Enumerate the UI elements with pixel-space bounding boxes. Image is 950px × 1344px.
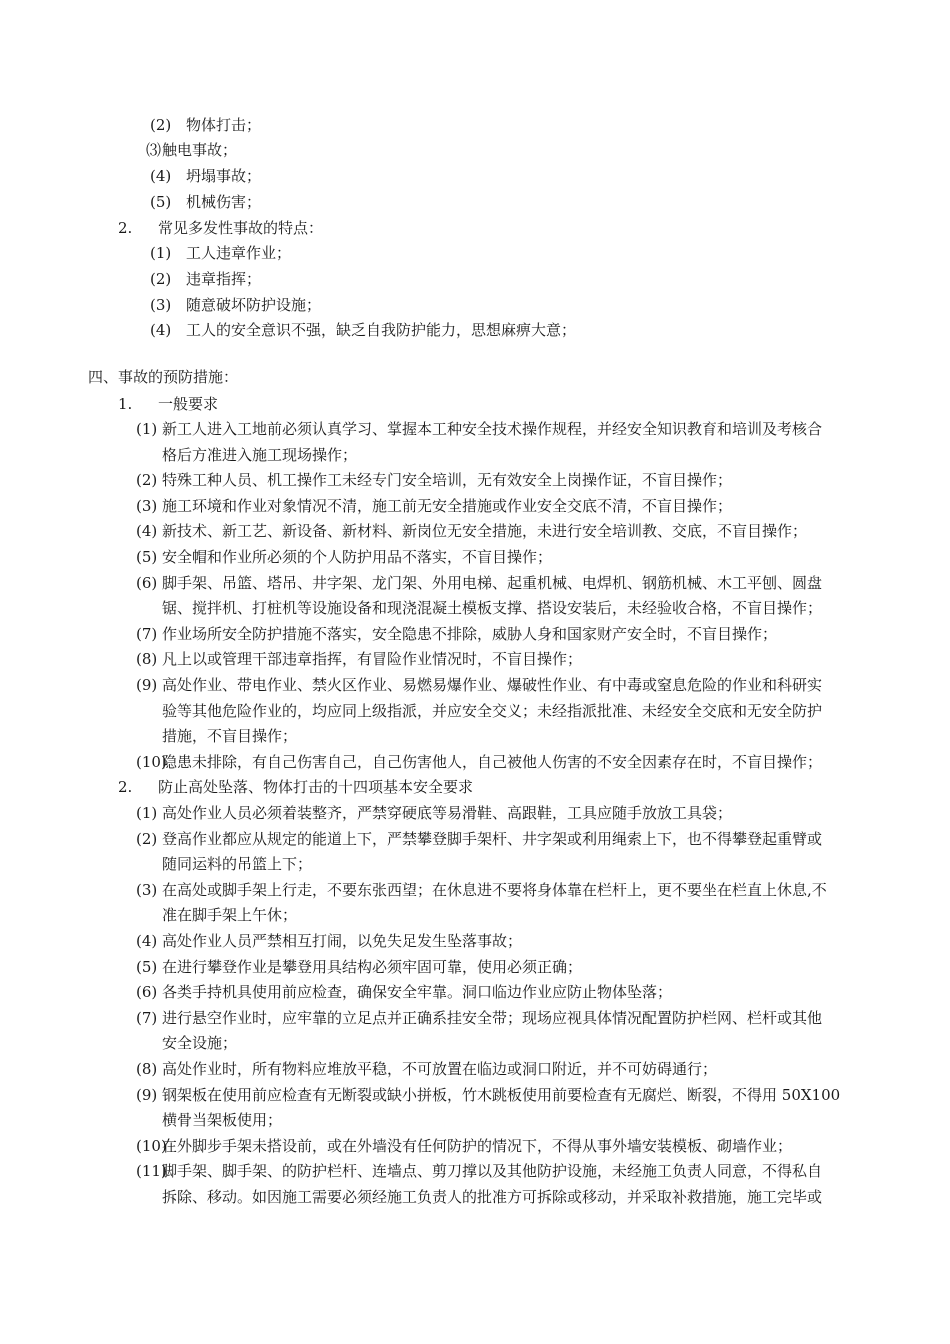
item-text: 脚手架、吊篮、塔吊、井字架、龙门架、外用电梯、起重机械、电焊机、钢筋机械、木工平刨、圆盘: [162, 574, 823, 592]
item-text: 钢架板在使用前应检查有无断裂或缺小拼板，竹木跳板使用前要检查有无腐烂、断裂，不得用 50X100: [162, 1086, 841, 1104]
list-item: [150, 166, 261, 186]
list-item-line: [136, 573, 822, 593]
subsection-number: 2.: [118, 219, 133, 237]
section-heading: [88, 367, 238, 387]
list-item-line: [136, 1161, 822, 1181]
item-text: 触电事故；: [162, 141, 238, 159]
subsection-heading: [118, 218, 323, 238]
item-number: ⑶: [146, 141, 162, 159]
item-number: (10): [136, 1137, 167, 1155]
list-item-line: [136, 957, 582, 977]
item-number: (11): [136, 1162, 167, 1180]
item-text: 脚手架、脚手架、的防护栏杆、连墙点、剪刀撑以及其他防护设施，未经施工负责人同意，不得私自: [162, 1162, 823, 1180]
item-text: 新工人进入工地前必须认真学习、掌握本工种安全技术操作规程，并经安全知识教育和培训及考核合: [162, 420, 823, 438]
item-number: (6): [136, 983, 158, 1001]
list-item-line: [136, 419, 822, 439]
item-text: 各类手持机具使用前应检查，确保安全牢靠。洞口临边作业应防止物体坠落；: [162, 983, 673, 1001]
item-number: (7): [136, 1009, 158, 1027]
list-item-line: [136, 1085, 840, 1105]
item-text: 进行悬空作业时，应牢靠的立足点并正确系挂安全带；现场应视具体情况配置防护栏网、栏杆或其他: [162, 1009, 823, 1027]
list-item-line: [136, 649, 582, 669]
item-number: (3): [136, 497, 158, 515]
item-text: 验等其他危险作业的，均应同上级指派，并应安全交义；未经指派批准、未经安全交底和无安全防护: [162, 702, 823, 720]
item-number: (4): [150, 321, 172, 339]
list-item-line: [136, 829, 822, 849]
item-text: 拆除、移动。如因施工需要必须经施工负责人的批准方可拆除或移动，并采取补救措施，施工完毕或: [162, 1188, 823, 1206]
list-item: [150, 269, 261, 289]
list-item-line: [136, 1110, 282, 1130]
item-number: (8): [136, 1060, 158, 1078]
item-number: (9): [136, 676, 158, 694]
list-item-line: [136, 931, 522, 951]
item-text: 高处作业时，所有物料应堆放平稳，不可放置在临边或洞口附近，并不可妨碍通行；: [162, 1060, 718, 1078]
list-item-line: [136, 445, 357, 465]
item-number: (9): [136, 1086, 158, 1104]
item-text: 在外脚步手架未搭设前，或在外墙没有任何防护的情况下，不得从事外墙安装模板、砌墙作业；: [162, 1137, 793, 1155]
list-item-line: [136, 1059, 717, 1079]
list-item-line: [136, 496, 732, 516]
subsection-title: 常见多发性事故的特点：: [158, 219, 324, 237]
list-item: [146, 140, 237, 160]
item-number: (2): [150, 116, 172, 134]
list-item: [150, 320, 576, 340]
list-item-line: [136, 752, 822, 772]
item-text: 登高作业都应从规定的能道上下，严禁攀登脚手架杆、井字架或利用绳索上下，也不得攀登起重臂或: [162, 830, 823, 848]
list-item-line: [136, 470, 732, 490]
list-item-line: [136, 854, 312, 874]
item-text: 机械伤害；: [186, 193, 262, 211]
subsection-title: 一般要求: [158, 395, 219, 413]
item-text: 锯、搅拌机、打桩机等设施设备和现浇混凝土模板支撑、搭设安装后，未经验收合格，不盲目操作；: [162, 599, 823, 617]
list-item: [150, 115, 261, 135]
item-text: 在进行攀登作业是攀登用具结构必须牢固可靠，使用必须正确；: [162, 958, 583, 976]
list-item-line: [136, 1008, 822, 1028]
subsection-title: 防止高处坠落、物体打击的十四项基本安全要求: [158, 778, 474, 796]
item-number: (7): [136, 625, 158, 643]
item-text: 安全设施；: [162, 1034, 238, 1052]
list-item-line: [136, 1033, 237, 1053]
item-number: (5): [136, 548, 158, 566]
item-text: 坍塌事故；: [186, 167, 262, 185]
list-item-line: [136, 1187, 822, 1207]
item-number: (10): [136, 753, 167, 771]
item-text: 随意破坏防护设施；: [186, 296, 322, 314]
list-item-line: [136, 521, 807, 541]
item-text: 高处作业人员严禁相互打闹，以免失足发生坠落事故；: [162, 932, 523, 950]
item-text: 新技术、新工艺、新设备、新材料、新岗位无安全措施，未进行安全培训教、交底，不盲目操作；: [162, 522, 808, 540]
item-number: (1): [150, 244, 172, 262]
item-number: (2): [136, 471, 158, 489]
item-text: 工人的安全意识不强，缺乏自我防护能力，思想麻痹大意；: [186, 321, 577, 339]
item-text: 物体打击；: [186, 116, 262, 134]
list-item-line: [136, 1136, 792, 1156]
list-item-line: [136, 803, 732, 823]
section-title: 四、事故的预防措施：: [88, 368, 239, 386]
subsection-heading: [118, 777, 473, 797]
item-text: 准在脚手架上午休；: [162, 906, 298, 924]
item-number: (2): [150, 270, 172, 288]
item-number: (4): [136, 522, 158, 540]
item-number: (3): [150, 296, 172, 314]
list-item-line: [136, 598, 822, 618]
item-text: 在高处或脚手架上行走，不要东张西望；在休息进不要将身体靠在栏杆上，更不要坐在栏直上休息,不: [162, 881, 827, 899]
item-text: 凡上以或管理干部违章指挥，有冒险作业情况时，不盲目操作；: [162, 650, 583, 668]
item-number: (3): [136, 881, 158, 899]
item-number: (4): [136, 932, 158, 950]
item-text: 隐患未排除，有自己伤害自己，自己伤害他人，自己被他人伤害的不安全因素存在时，不盲目操作；: [162, 753, 823, 771]
item-text: 特殊工种人员、机工操作工未经专门安全培训，无有效安全上岗操作证，不盲目操作；: [162, 471, 733, 489]
subsection-number: 2.: [118, 778, 133, 796]
subsection-number: 1.: [118, 395, 133, 413]
list-item-line: [136, 726, 297, 746]
item-text: 措施，不盲目操作；: [162, 727, 298, 745]
item-number: (4): [150, 167, 172, 185]
list-item-line: [136, 880, 827, 900]
item-number: (2): [136, 830, 158, 848]
subsection-heading: [118, 394, 218, 414]
item-text: 施工环境和作业对象情况不清，施工前无安全措施或作业安全交底不清，不盲目操作；: [162, 497, 733, 515]
item-text: 格后方准进入施工现场操作；: [162, 446, 358, 464]
item-text: 高处作业、带电作业、禁火区作业、易燃易爆作业、爆破性作业、有中毒或窒息危险的作业和科研实: [162, 676, 823, 694]
list-item-line: [136, 547, 552, 567]
item-number: (1): [136, 420, 158, 438]
item-text: 安全帽和作业所必须的个人防护用品不落实，不盲目操作；: [162, 548, 553, 566]
item-number: (5): [150, 193, 172, 211]
item-text: 高处作业人员必须着装整齐，严禁穿硬底等易滑鞋、高跟鞋，工具应随手放放工具袋；: [162, 804, 733, 822]
item-text: 违章指挥；: [186, 270, 262, 288]
list-item-line: [136, 982, 672, 1002]
item-text: 工人违章作业；: [186, 244, 292, 262]
list-item: [150, 295, 321, 315]
item-number: (8): [136, 650, 158, 668]
list-item-line: [136, 701, 822, 721]
list-item: [150, 243, 291, 263]
list-item-line: [136, 675, 822, 695]
item-number: (1): [136, 804, 158, 822]
list-item-line: [136, 624, 777, 644]
list-item-line: [136, 905, 297, 925]
item-number: (6): [136, 574, 158, 592]
item-number: (5): [136, 958, 158, 976]
item-text: 横骨当架板使用；: [162, 1111, 283, 1129]
list-item: [150, 192, 261, 212]
item-text: 作业场所安全防护措施不落实，安全隐患不排除，威胁人身和国家财产安全时，不盲目操作；: [162, 625, 778, 643]
item-text: 随同运料的吊篮上下；: [162, 855, 313, 873]
